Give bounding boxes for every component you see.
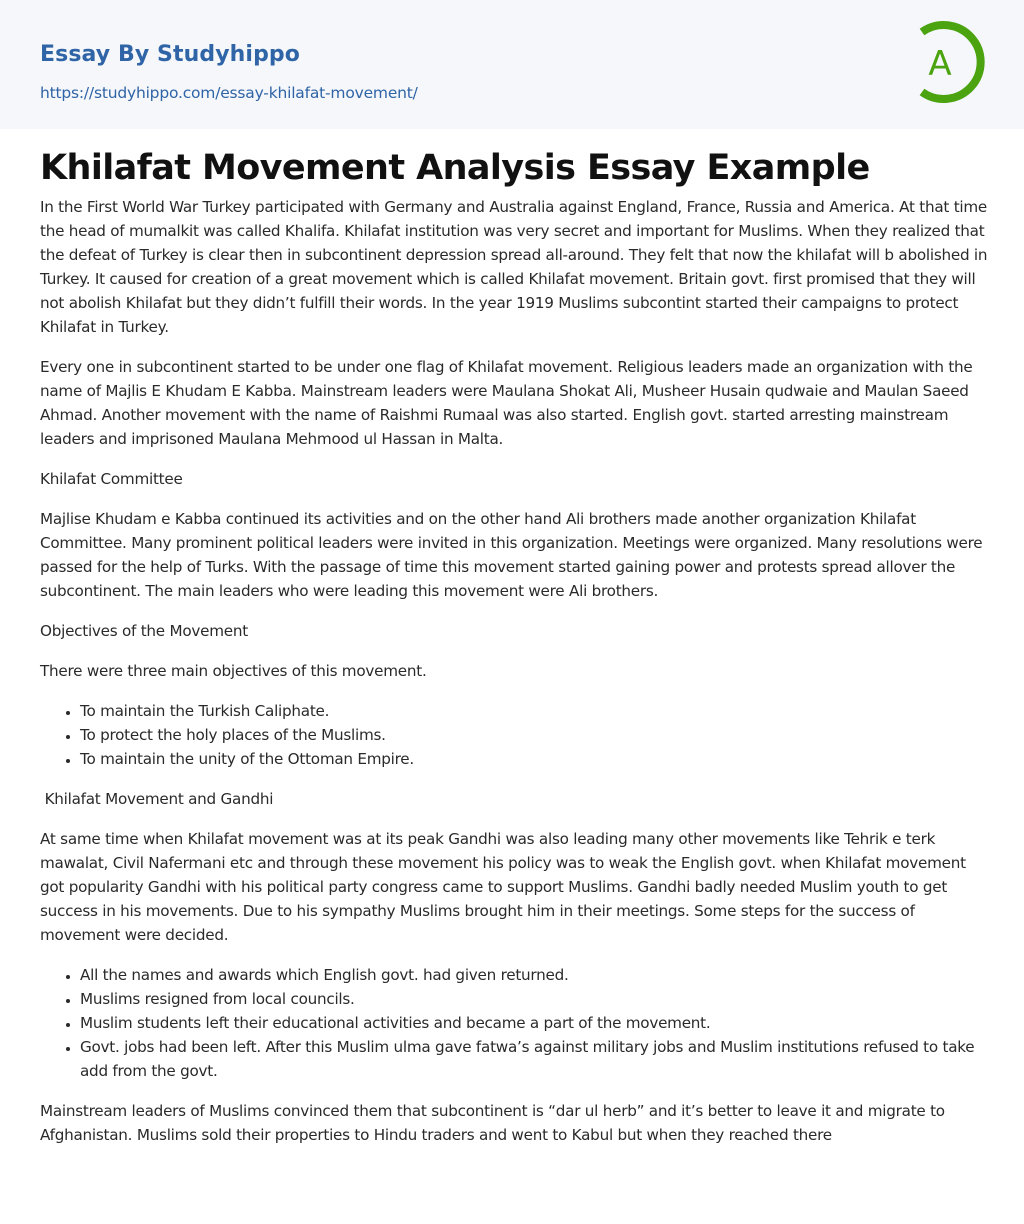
essay-url-link[interactable]: https://studyhippo.com/essay-khilafat-movement/	[40, 84, 418, 102]
paragraph: In the First World War Turkey participated with Germany and Australia against England, France, Russia and America. At that time the head of mumalkit was called Khalifa. Khilafat institution was very secret and important for Muslims. When they realized that the defeat of Turkey is clear then in subcontinent depression spread all-around. They felt that now the khilafat will b abolished in Turkey. It caused for creation of a great movement which is called Khilafat movement. Britain govt. first promised that they will not abolish Khilafat but they didn’t fulfill their words. In the year 1919 Muslims subcontint started their campaigns to protect Khilafat in Turkey.	[40, 198, 988, 336]
logo-letter: A	[928, 44, 952, 84]
section-heading-gandhi: Khilafat Movement and Gandhi	[40, 790, 274, 808]
site-title[interactable]: Essay By Studyhippo	[40, 42, 300, 67]
page-title: Khilafat Movement Analysis Essay Example	[40, 148, 870, 188]
essay-body	[40, 195, 990, 1163]
section-heading-khilafat-committee: Khilafat Committee	[40, 470, 183, 488]
list-item: • To protect the holy places of the Muslims.	[80, 723, 990, 747]
list-item: • To maintain the unity of the Ottoman Empire.	[80, 747, 990, 771]
list-item: • To maintain the Turkish Caliphate.	[80, 699, 990, 723]
studyhippo-logo-icon[interactable]	[912, 18, 988, 106]
steps-list	[40, 963, 990, 1083]
list-item: • Muslims resigned from local councils.	[80, 987, 990, 1011]
paragraph: Majlise Khudam e Kabba continued its activities and on the other hand Ali brothers made another organization Khilafat Committee. Many prominent political leaders were invited in this organization. Meetings were organized. Many resolutions were passed for the help of Turks. With the passage of time this movement started gaining power and protests spread allover the subcontinent. The main leaders who were leading this movement were Ali brothers.	[40, 510, 983, 600]
objectives-list	[40, 699, 990, 771]
paragraph: At same time when Khilafat movement was at its peak Gandhi was also leading many other movements like Tehrik e terk mawalat, Civil Nafermani etc and through these movement his policy was to weak the English govt. when Khilafat movement got popularity Gandhi with his political party congress came to support Muslims. Gandhi badly needed Muslim youth to get success in his movements. Due to his sympathy Muslims brought him in their meetings. Some steps for the success of movement were decided.	[40, 830, 966, 944]
list-item: • All the names and awards which English govt. had given returned.	[80, 963, 990, 987]
logo-graphic	[912, 18, 988, 106]
section-heading-objectives: Objectives of the Movement	[40, 622, 248, 640]
paragraph: Every one in subcontinent started to be under one flag of Khilafat movement. Religious leaders made an organization with the name of Majlis E Khudam E Kabba. Mainstream leaders were Maulana Shokat Ali, Musheer Husain qudwaie and Maulan Saeed Ahmad. Another movement with the name of Raishmi Rumaal was also started. English govt. started arresting mainstream leaders and imprisoned Maulana Mehmood ul Hassan in Malta.	[40, 358, 973, 448]
paragraph: There were three main objectives of this movement.	[40, 662, 427, 680]
paragraph: Mainstream leaders of Muslims convinced them that subcontinent is “dar ul herb” and it’s better to leave it and migrate to Afghanistan. Muslims sold their properties to Hindu traders and went to Kabul but when they reached there	[40, 1102, 945, 1144]
list-item: • Govt. jobs had been left. After this Muslim ulma gave fatwa’s against military jobs and Muslim institutions refused to take add from the govt.	[80, 1035, 990, 1083]
list-item: • Muslim students left their educational activities and became a part of the movement.	[80, 1011, 990, 1035]
